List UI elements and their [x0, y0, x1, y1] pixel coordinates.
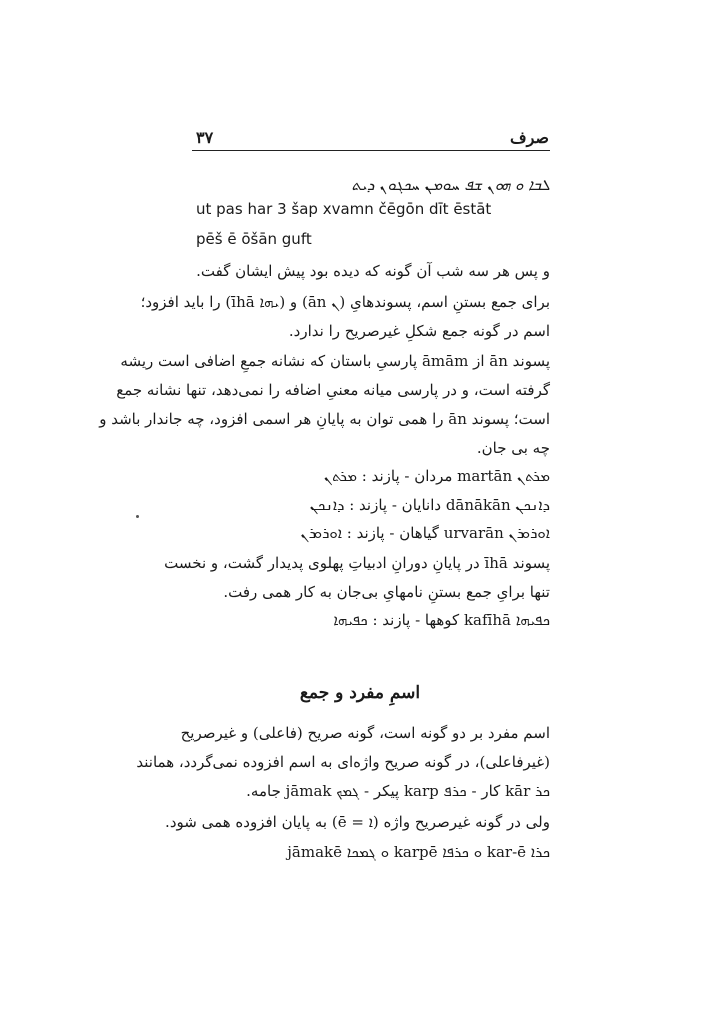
chapter-title: صرف: [510, 128, 549, 147]
example-danakan: ܕܐܢܟܢ dānākān دانایان - پازند : ܕܐܢܟܢ: [309, 496, 550, 514]
paragraph-translation: و پس هر سه شب آن گونه که دیده بود پیش ایشان گفت.: [196, 262, 550, 280]
page-header: [192, 128, 549, 152]
header-rule: [192, 150, 550, 151]
paragraph-plural-line-1: برای جمع بستنِ اسم، پسوندهایِ (ܢ ān) و (ܝܗܐ īhā) را باید افزود؛: [140, 293, 550, 311]
scan-speck: [136, 515, 139, 518]
paragraph-singular-line-1: اسم مفرد بر دو گونه است، گونه صریح (فاعلی) و غیرصریح: [180, 724, 550, 742]
paragraph-oblique-line-1: ولی در گونه غیرصریح واژه (ܐ = ē) به پایان افزوده همی شود.: [165, 813, 550, 831]
page-number: ۳۷: [196, 128, 214, 147]
paragraph-singular-line-2: (غیرفاعلی)، در گونه صریح واژه‌ای به اسم افزوده نمی‌گردد، همانند: [136, 753, 550, 771]
paragraph-singular-line-3: ܟܪ kār کار - ܟܪܦ karp پیکر - ܓܡܟ jāmak جامه.: [246, 782, 550, 800]
paragraph-iha-line-2: تنها برایِ جمع بستنِ نامهایِ بی‌جان به کار همی رفت.: [223, 583, 550, 601]
example-kafiha: ܟܦܝܗܐ kafīhā کوهها - پازند : ܟܦܝܗܐ: [333, 611, 550, 629]
example-martan: ܡܪܬܢ martān مردان - پازند : ܡܪܬܢ: [323, 467, 550, 485]
paragraph-oblique-line-2: ܟܪܐ kar-ē ܘ ܟܪܦܐ karpē ܘ ܓܡܟܐ jāmakē: [287, 843, 550, 861]
example-urvaran: ܐܘܪܘܪܢ urvarān گیاهان - پازند : ܐܘܪܘܪܢ: [300, 524, 550, 542]
paragraph-an-line-2: گرفته است، و در پارسی میانه معنیِ اضافه را نمی‌دهد، تنها نشانه جمع: [116, 381, 550, 399]
paragraph-an-line-4: چه بی جان.: [476, 439, 550, 457]
paragraph-iha-line-1: پسوند īhā در پایانِ دورانِ ادبیاتِ پهلوی پدیدار گشت، و نخست: [164, 554, 550, 572]
transliteration-line-1: ut pas har 3 šap xvamn čēgōn dīt ēstāt: [196, 200, 492, 218]
paragraph-an-line-1: پسوند ān از āmām پارسیِ باستان که نشانه جمعِ اضافی است ریشه: [120, 352, 550, 370]
paragraph-an-line-3: است؛ پسوند ān را همی توان به پایانِ هر اسمی افزود، چه جاندار باشد و: [99, 410, 550, 428]
transliteration-line-2: pēš ē ōšān guft: [196, 230, 312, 248]
pahlavi-text-line: ܠܒܐ ܘ ܗܘܢ ܫܦ ܚܘܡܢ ܚܟܓܘܢ ܕܝܬ: [351, 176, 550, 194]
paragraph-plural-line-2: اسم در گونه جمع شکلِ غیرصریح را ندارد.: [288, 322, 550, 340]
section-heading: اسمِ مفرد و جمع: [299, 683, 421, 703]
